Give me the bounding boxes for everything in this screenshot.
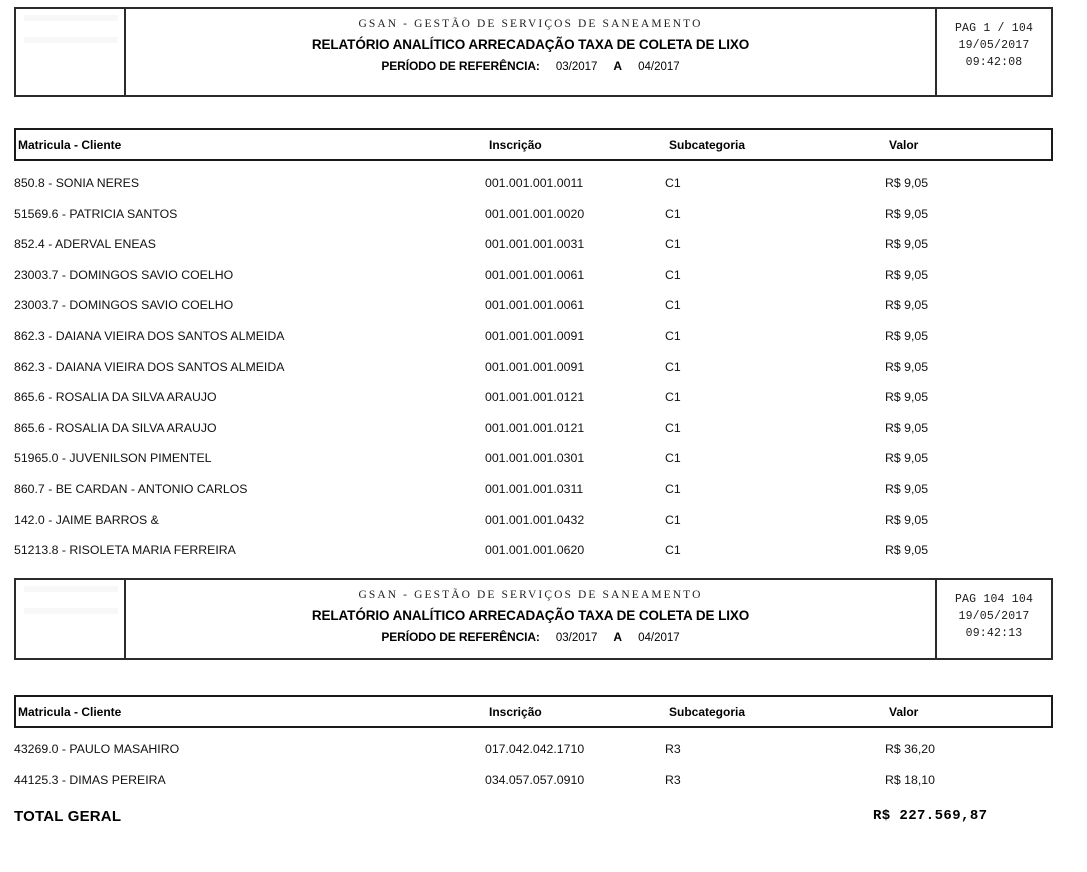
cell-matricula: 43269.0 - PAULO MASAHIRO (14, 742, 180, 756)
table-row (0, 390, 1087, 421)
report-meta-cell-second (937, 580, 1051, 658)
report-period-line-second (126, 630, 935, 644)
cell-inscricao: 001.001.001.0020 (485, 206, 585, 221)
company-logo-watermark-icon (24, 15, 118, 77)
column-header-inscricao-second: Inscrição (489, 705, 542, 719)
system-name-line-second: GSAN - GESTÃO DE SERVIÇOS DE SANEAMENTO (358, 589, 703, 601)
report-title-cell-second (126, 580, 937, 658)
table-column-header-second (14, 695, 1053, 728)
table-row (0, 268, 1087, 299)
cell-inscricao: 017.042.042.1710 (485, 742, 585, 756)
period-from-value: 03/2017 (555, 61, 598, 73)
cell-matricula: 860.7 - BE CARDAN - ANTONIO CARLOS (14, 481, 248, 496)
table-row (0, 421, 1087, 452)
cell-matricula: 862.3 - DAIANA VIEIRA DOS SANTOS ALMEIDA (14, 328, 285, 343)
total-label: TOTAL GERAL (14, 808, 122, 825)
cell-inscricao: 001.001.001.0031 (485, 237, 585, 252)
report-header-block-first (14, 7, 1053, 97)
cell-subcategoria: C1 (665, 298, 681, 313)
report-meta-cell-first (937, 9, 1051, 95)
cell-matricula: 862.3 - DAIANA VIEIRA DOS SANTOS ALMEIDA (14, 359, 285, 374)
cell-matricula: 23003.7 - DOMINGOS SAVIO COELHO (14, 298, 234, 313)
column-header-matricula-second: Matricula - Cliente (18, 705, 122, 719)
cell-matricula: 51213.8 - RISOLETA MARIA FERREIRA (14, 543, 236, 558)
table-row (0, 742, 1087, 773)
table-row (0, 360, 1087, 391)
column-header-inscricao: Inscrição (489, 138, 542, 152)
cell-inscricao: 001.001.001.0432 (485, 512, 585, 527)
system-name-line: GSAN - GESTÃO DE SERVIÇOS DE SANEAMENTO (358, 18, 703, 30)
period-to-value-second: 04/2017 (638, 632, 680, 644)
report-title-second: RELATÓRIO ANALÍTICO ARRECADAÇÃO TAXA DE COLETA DE LIXO (311, 608, 750, 623)
print-date-second: 19/05/2017 (958, 610, 1030, 623)
cell-matricula: 865.6 - ROSALIA DA SILVA ARAUJO (14, 390, 217, 405)
report-logo-cell-second (16, 580, 126, 658)
report-header-block-second (14, 578, 1053, 660)
cell-inscricao: 001.001.001.0091 (485, 359, 585, 374)
column-header-subcategoria-second: Subcategoria (669, 705, 746, 719)
table-row (0, 329, 1087, 360)
cell-subcategoria: C1 (665, 237, 681, 252)
table-row (0, 773, 1087, 804)
cell-subcategoria: C1 (665, 206, 681, 221)
cell-subcategoria: C1 (665, 512, 681, 527)
cell-matricula: 51965.0 - JUVENILSON PIMENTEL (14, 451, 212, 466)
table-body-first (0, 176, 1087, 574)
table-row (0, 451, 1087, 482)
cell-valor: R$ 9,05 (885, 512, 929, 527)
table-row (0, 543, 1087, 574)
period-separator-second: A (613, 630, 623, 644)
report-title: RELATÓRIO ANALÍTICO ARRECADAÇÃO TAXA DE COLETA DE LIXO (311, 37, 750, 52)
cell-matricula: 850.8 - SONIA NERES (14, 176, 140, 190)
total-value: R$ 227.569,87 (873, 808, 988, 824)
print-time-first: 09:42:08 (965, 56, 1023, 69)
cell-matricula: 23003.7 - DOMINGOS SAVIO COELHO (14, 267, 234, 282)
cell-subcategoria: C1 (665, 359, 681, 374)
page-number-second: PAG 104 104 (954, 593, 1034, 606)
column-header-matricula: Matricula - Cliente (18, 138, 122, 152)
cell-inscricao: 001.001.001.0620 (485, 543, 585, 558)
period-label: PERÍODO DE REFERÊNCIA: (381, 59, 540, 73)
cell-valor: R$ 9,05 (885, 481, 929, 496)
cell-valor: R$ 9,05 (885, 176, 929, 190)
report-logo-cell (16, 9, 126, 95)
cell-matricula: 852.4 - ADERVAL ENEAS (14, 237, 156, 252)
report-title-cell (126, 9, 937, 95)
period-label-second: PERÍODO DE REFERÊNCIA: (381, 630, 540, 644)
cell-valor: R$ 9,05 (885, 451, 929, 466)
period-to-value: 04/2017 (638, 61, 680, 73)
print-time-second: 09:42:13 (965, 627, 1023, 640)
cell-valor: R$ 9,05 (885, 267, 929, 282)
cell-valor: R$ 9,05 (885, 390, 929, 405)
cell-valor: R$ 9,05 (885, 543, 929, 558)
cell-matricula: 51569.6 - PATRICIA SANTOS (14, 206, 178, 221)
table-row (0, 298, 1087, 329)
cell-valor: R$ 9,05 (885, 298, 929, 313)
table-row (0, 176, 1087, 207)
cell-valor: R$ 18,10 (885, 772, 935, 787)
cell-inscricao: 001.001.001.0061 (485, 267, 585, 282)
table-column-header-first (14, 128, 1053, 161)
cell-matricula: 44125.3 - DIMAS PEREIRA (14, 772, 166, 787)
cell-subcategoria: C1 (665, 481, 681, 496)
cell-valor: R$ 9,05 (885, 328, 929, 343)
cell-inscricao: 034.057.057.0910 (485, 772, 585, 787)
company-logo-watermark-icon-second (24, 586, 118, 648)
report-period-line (126, 59, 935, 73)
table-row (0, 237, 1087, 268)
cell-inscricao: 001.001.001.0121 (485, 390, 585, 405)
cell-subcategoria: C1 (665, 328, 681, 343)
cell-subcategoria: C1 (665, 390, 681, 405)
column-header-valor: Valor (889, 138, 919, 152)
page-number-first: PAG 1 / 104 (954, 22, 1034, 35)
column-header-subcategoria: Subcategoria (669, 138, 746, 152)
cell-valor: R$ 9,05 (885, 206, 929, 221)
cell-matricula: 865.6 - ROSALIA DA SILVA ARAUJO (14, 420, 217, 435)
table-row (0, 207, 1087, 238)
cell-inscricao: 001.001.001.0061 (485, 298, 585, 313)
print-date-first: 19/05/2017 (958, 39, 1030, 52)
cell-inscricao: 001.001.001.0301 (485, 451, 585, 466)
table-body-second (0, 742, 1087, 803)
cell-subcategoria: R3 (665, 772, 681, 787)
cell-matricula: 142.0 - JAIME BARROS & (14, 512, 159, 527)
cell-valor: R$ 36,20 (885, 742, 935, 756)
period-separator: A (613, 59, 623, 73)
cell-inscricao: 001.001.001.0091 (485, 328, 585, 343)
cell-subcategoria: C1 (665, 451, 681, 466)
cell-subcategoria: R3 (665, 742, 681, 756)
cell-subcategoria: C1 (665, 176, 681, 190)
table-row (0, 482, 1087, 513)
cell-subcategoria: C1 (665, 420, 681, 435)
table-row (0, 513, 1087, 544)
cell-valor: R$ 9,05 (885, 420, 929, 435)
cell-inscricao: 001.001.001.0011 (485, 176, 584, 190)
cell-valor: R$ 9,05 (885, 237, 929, 252)
period-from-value-second: 03/2017 (555, 632, 598, 644)
cell-valor: R$ 9,05 (885, 359, 929, 374)
cell-subcategoria: C1 (665, 543, 681, 558)
cell-inscricao: 001.001.001.0311 (485, 481, 584, 496)
cell-inscricao: 001.001.001.0121 (485, 420, 585, 435)
cell-subcategoria: C1 (665, 267, 681, 282)
column-header-valor-second: Valor (889, 705, 919, 719)
